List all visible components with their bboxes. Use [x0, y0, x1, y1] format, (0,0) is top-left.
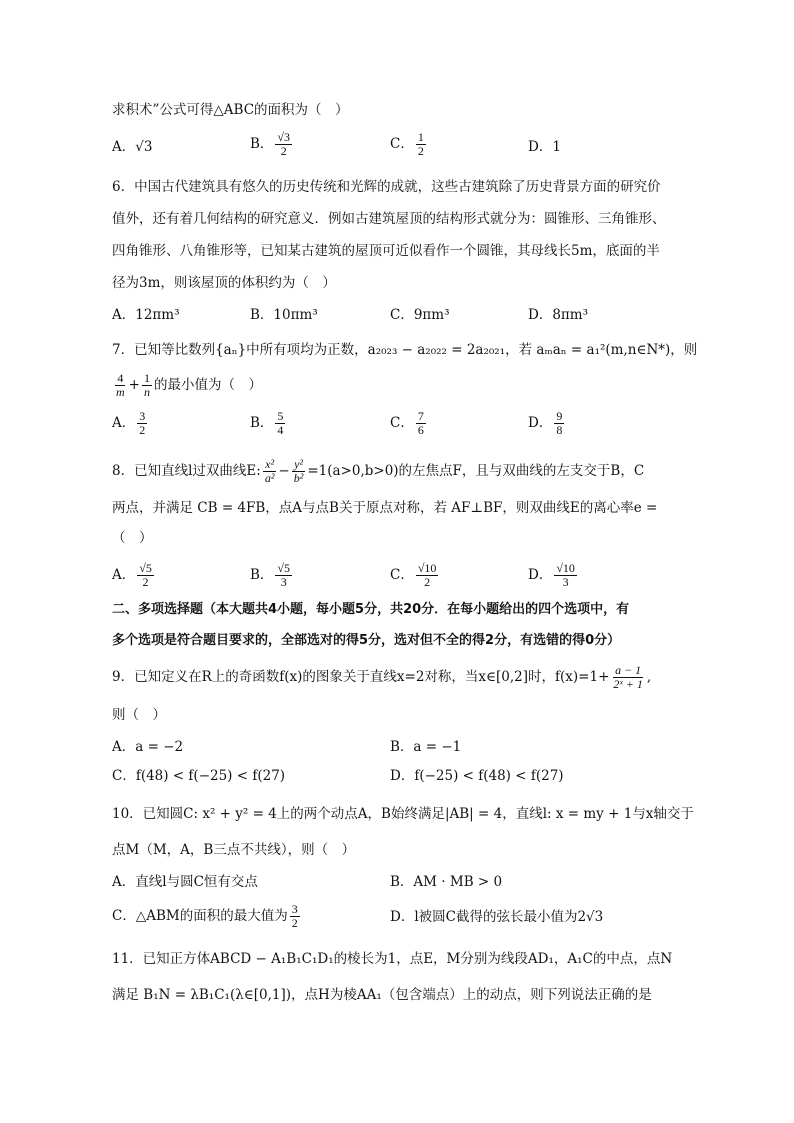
q8-option-b: B． $\frac{√5}{3}$	[250, 561, 291, 589]
q8-line-3: （ ）	[112, 530, 153, 546]
q8-option-a: A． $\frac{√5}{2}$	[112, 561, 152, 589]
section-2-heading-line-2: 多个选项是符合题目要求的，全部选对的得5分，选对但不全的得2分，有选错的得0分）	[112, 633, 621, 648]
q10-line-1: 10．已知圆C: x² + y² = 4上的两个动点A，B始终满足|AB| = 4，直线l: x = my + 1与x轴交于	[112, 806, 694, 822]
q8-option-d: D． $\frac{√10}{3}$	[528, 561, 575, 589]
q5-option-a: A．√3	[112, 139, 153, 155]
q7-option-c: C． $\frac{7}{6}$	[390, 409, 424, 437]
q6-option-b: B．10πm³	[250, 307, 318, 323]
q9-option-c: C．f(48) < f(−25) < f(27)	[112, 768, 286, 784]
q8-option-c: C． $\frac{√10}{2}$	[390, 561, 437, 589]
q9-option-a: A．a = −2	[112, 739, 184, 755]
q9-line-1: 9．已知定义在R上的奇函数f(x)的图象关于直线x=2对称，当x∈[0,2]时，f(x)=1+ $\frac{a - 1}{\text{2ˣ + 1}}$ ,	[112, 663, 652, 691]
q6-option-d: D．8πm³	[528, 307, 588, 323]
q6-option-c: C．9πm³	[390, 307, 450, 323]
q6-line-3: 四角锥形、八角锥形等，已知某古建筑的屋顶可近似看作一个圆锥，其母线长5m，底面的半	[112, 243, 660, 259]
q5-option-b: B． $\frac{√3}{2}$	[250, 130, 291, 158]
q10-line-2: 点M（M，A，B三点不共线），则（ ）	[112, 842, 356, 858]
q10-option-b: B．AM · MB > 0	[390, 874, 503, 890]
q8-line-1: 8．已知直线l过双曲线E: $\frac{\text{x²}}{\text{a²}}$ − $\frac{\text{y²}}{\text{b²}}$ =1(a>0,b>0)的左焦点F，且与双曲线的左支交于B，C	[112, 457, 645, 485]
q7-option-d: D． $\frac{9}{8}$	[528, 409, 563, 437]
q7-line-2: $\frac{4}{m}$ + $\frac{1}{n}$ 的最小值为（ ）	[116, 371, 262, 399]
q6-option-a: A．12πm³	[112, 307, 180, 323]
q7-option-a: A． $\frac{3}{2}$	[112, 409, 146, 437]
q6-line-4: 径为3m，则该屋顶的体积约为（ ）	[112, 275, 336, 291]
q7-option-b: B． $\frac{5}{4}$	[250, 409, 284, 437]
q9-option-d: D．f(−25) < f(48) < f(27)	[390, 768, 564, 784]
q5-stem-tail: 求积术”公式可得△ABC的面积为（ ）	[112, 102, 349, 118]
q9-option-b: B．a = −1	[390, 739, 462, 755]
q11-line-2: 满足 B₁N = λB₁C₁(λ∈[0,1])，点H为棱AA₁（包含端点）上的动点，则下列说法正确的是	[112, 987, 652, 1003]
q8-line-2: 两点，并满足 CB = 4FB，点A与点B关于原点对称，若 AF⊥BF，则双曲线E的离心率e =	[112, 500, 658, 516]
q10-option-c: C．△ABM的面积的最大值为 $\frac{3}{2}$	[112, 902, 298, 930]
q10-option-d: D．l被圆C截得的弦长最小值为2√3	[390, 909, 604, 925]
q7-line-1: 7．已知等比数列{aₙ}中所有项均为正数，a₂₀₂₃ − a₂₀₂₂ = 2a₂₀₂₁，若 aₘaₙ = a₁²(m,n∈N*)，则	[112, 342, 698, 358]
q9-line-2: 则（ ）	[112, 707, 166, 723]
section-2-heading-line-1: 二、多项选择题（本大题共4小题，每小题5分，共20分．在每小题给出的四个选项中，有	[112, 602, 630, 617]
q5-option-d: D．1	[528, 139, 561, 155]
q5-option-c: C． $\frac{1}{2}$	[390, 130, 424, 158]
q6-line-1: 6．中国古代建筑具有悠久的历史传统和光辉的成就，这些古建筑除了历史背景方面的研究价	[112, 179, 661, 195]
q10-option-a: A．直线l与圆C恒有交点	[112, 874, 258, 890]
q11-line-1: 11．已知正方体ABCD − A₁B₁C₁D₁的棱长为1，点E，M分别为线段AD₁，A₁C的中点，点N	[112, 951, 673, 967]
q6-line-2: 值外，还有着几何结构的研究意义．例如古建筑屋顶的结构形式就分为：圆锥形、三角锥形、	[112, 211, 666, 227]
